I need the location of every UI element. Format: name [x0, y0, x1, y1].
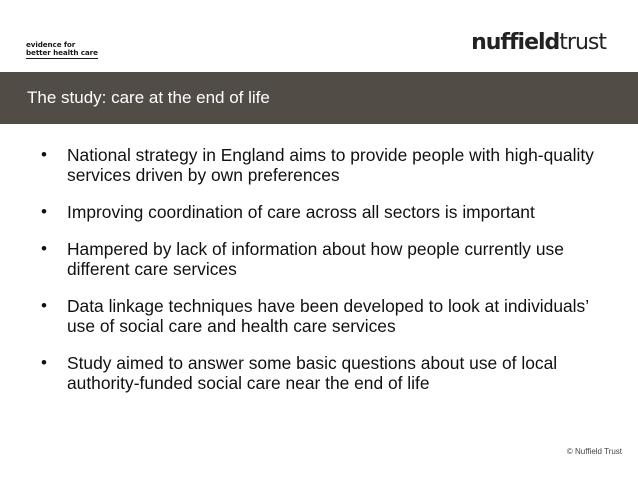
tagline-line-2: better health care	[26, 48, 98, 57]
tagline-line-1: evidence for	[26, 40, 76, 49]
nuffield-trust-logo	[471, 30, 606, 56]
tagline	[26, 41, 98, 59]
bullet-text: Hampered by lack of information about how people currently use different care services	[67, 239, 564, 279]
bullet-text: National strategy in England aims to provide people with high-quality services driven by own preferences	[67, 145, 594, 185]
bullet-icon: •	[41, 296, 47, 315]
bullet-item	[36, 239, 616, 279]
bullet-text: Improving coordination of care across all sectors is important	[67, 202, 535, 222]
bullet-icon: •	[41, 202, 47, 221]
bullet-text: Data linkage techniques have been developed to look at individuals’ use of social care and health care services	[67, 296, 589, 336]
bullet-item	[36, 145, 616, 185]
logo-nuffield: nuffield	[471, 30, 560, 55]
copyright-notice: © Nuffield Trust	[566, 447, 622, 456]
bullet-icon: •	[41, 145, 47, 164]
bullet-item	[36, 296, 616, 336]
slide-title: The study: care at the end of life	[27, 88, 270, 107]
bullet-text: Study aimed to answer some basic questions about use of local authority-funded social care near the end of life	[67, 353, 558, 393]
bullet-icon: •	[41, 239, 47, 258]
title-bar	[0, 72, 638, 124]
bullet-icon: •	[41, 353, 47, 372]
logo-trust: trust	[559, 30, 606, 55]
bullet-item	[36, 202, 616, 222]
bullet-list	[36, 145, 616, 410]
bullet-item	[36, 353, 616, 393]
